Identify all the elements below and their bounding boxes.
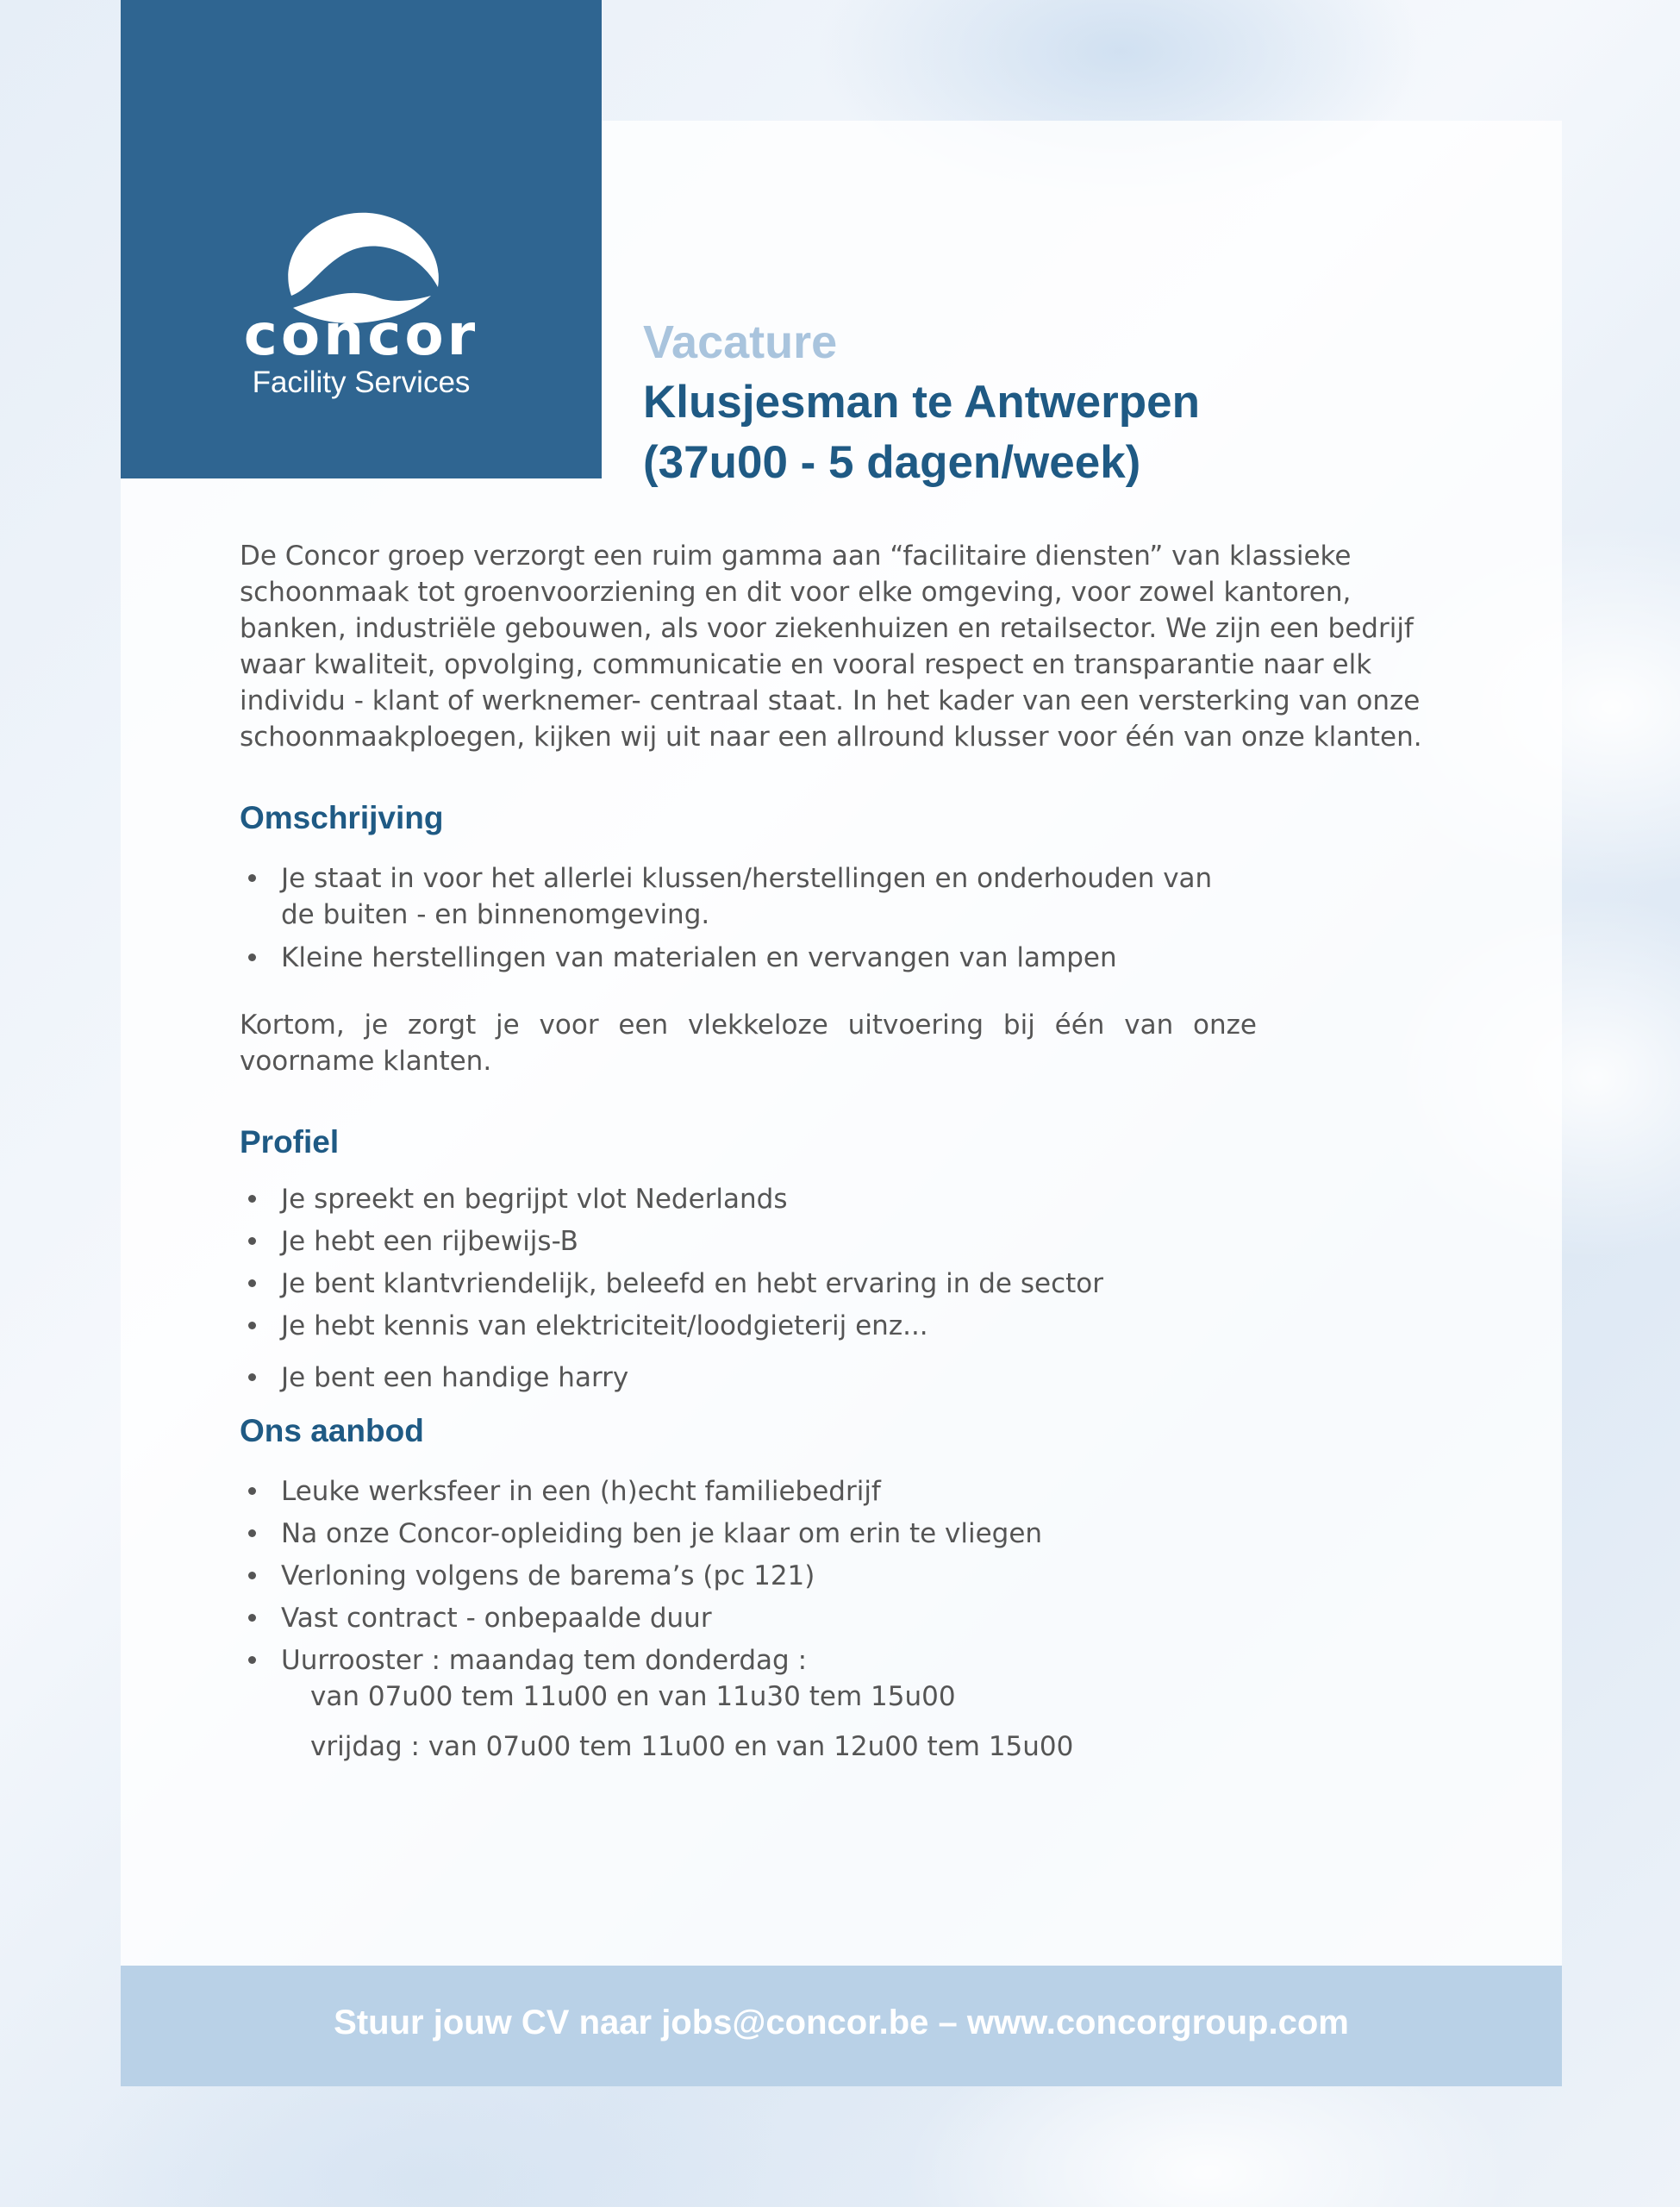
schedule-weekdays: van 07u00 tem 11u00 en van 11u30 tem 15u00 <box>310 1681 956 1712</box>
footer-bar <box>121 1966 1562 2086</box>
intro-paragraph: De Concor groep verzorgt een ruim gamma aan “facilitaire diensten” van klassieke schoonmaak tot groenvoorziening en dit voor elke omgeving, voor zowel kantoren, banken, industriële gebouwen, als voor ziekenhuizen en retailsector. We zijn een bedrijf waar kwaliteit, opvolging, communicatie en vooral respect en transparantie naar elk individu - klant of werknemer- centraal staat. In het kader van een versterking van onze schoonmaakploegen, kijken wij uit naar een allround klusser voor één van onze klanten. <box>240 541 1422 753</box>
aanbod-list <box>240 1473 1446 1679</box>
list-item: Je hebt een rijbewijs-B <box>240 1223 1446 1260</box>
vacancy-label: Vacature <box>643 316 838 368</box>
aanbod-heading: Ons aanbod <box>240 1413 424 1448</box>
list-item: Na onze Concor-opleiding ben je klaar om erin te vliegen <box>240 1516 1446 1552</box>
logo-panel <box>121 0 602 478</box>
list-item: Leuke werksfeer in een (h)echt familiebedrijf <box>240 1473 1446 1510</box>
list-item: Uurrooster : maandag tem donderdag : <box>240 1642 1446 1679</box>
omschrijving-heading: Omschrijving <box>240 800 444 835</box>
summary-paragraph: Kortom, je zorgt je voor een vlekkeloze uitvoering bij één van onze voorname klanten. <box>240 1010 1257 1077</box>
list-item: Kleine herstellingen van materialen en vervangen van lampen <box>240 940 1248 976</box>
list-item: Je hebt kennis van elektriciteit/loodgieterij enz... <box>240 1308 1446 1344</box>
schedule-friday: vrijdag : van 07u00 tem 11u00 en van 12u00 tem 15u00 <box>310 1731 1074 1762</box>
profiel-list <box>240 1181 1446 1396</box>
job-title-line1: Klusjesman te Antwerpen <box>643 377 1200 428</box>
list-item: Je spreekt en begrijpt vlot Nederlands <box>240 1181 1446 1217</box>
footer-contact: Stuur jouw CV naar jobs@concor.be – www.concorgroup.com <box>334 2004 1349 2041</box>
list-item: Je bent een handige harry <box>240 1360 1446 1396</box>
list-item: Je staat in voor het allerlei klussen/herstellingen en onderhouden van de buiten - en binnenomgeving. <box>240 860 1248 933</box>
logo-subtitle: Facility Services <box>252 366 471 399</box>
job-description <box>240 538 1446 1765</box>
list-item: Verloning volgens de barema’s (pc 121) <box>240 1558 1446 1594</box>
omschrijving-list <box>240 860 1248 976</box>
list-item: Vast contract - onbepaalde duur <box>240 1600 1446 1636</box>
list-item: Je bent klantvriendelijk, beleefd en hebt ervaring in de sector <box>240 1266 1446 1302</box>
profiel-heading: Profiel <box>240 1124 340 1160</box>
job-title-line2: (37u00 - 5 dagen/week) <box>643 437 1141 488</box>
logo-wordmark: concor <box>243 302 479 368</box>
title-block <box>643 312 1419 493</box>
